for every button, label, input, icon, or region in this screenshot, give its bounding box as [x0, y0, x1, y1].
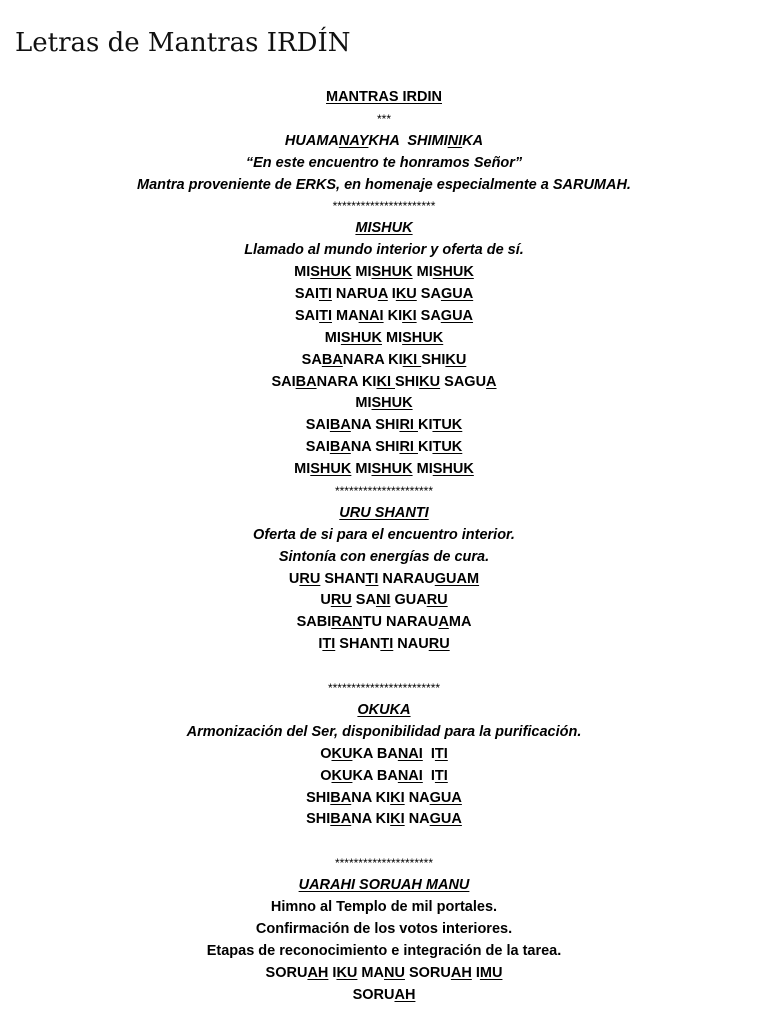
text-line: [0, 612, 768, 634]
underlined-syllable: NI: [375, 592, 391, 609]
text-segment: MI: [351, 461, 372, 478]
text-line: [0, 941, 768, 963]
underlined-syllable: KI: [376, 373, 395, 390]
underlined-syllable: SHUK: [340, 329, 382, 346]
blank-line: [0, 656, 768, 678]
text-segment: SA: [416, 286, 441, 303]
underlined-syllable: TI: [434, 767, 448, 784]
text-line: [0, 306, 768, 328]
text-line: [0, 87, 768, 109]
text-segment: U: [288, 570, 300, 587]
underlined-syllable: KI: [402, 307, 417, 324]
text-segment: SA: [301, 351, 322, 368]
underlined-syllable: SHUK: [402, 329, 444, 346]
underlined-syllable: GUA: [440, 286, 474, 303]
underlined-syllable: SHUK: [310, 461, 352, 478]
underlined-syllable: BA: [329, 439, 351, 456]
text-segment: *********************: [334, 484, 434, 499]
underlined-syllable: MANTRAS IRDIN: [326, 89, 442, 105]
text-segment: NARA KI: [316, 373, 377, 390]
text-segment: HUAMA: [284, 132, 339, 149]
underlined-syllable: NAI: [397, 767, 423, 784]
text-line: [0, 328, 768, 350]
underlined-syllable: MU: [479, 964, 503, 981]
underlined-syllable: AH: [394, 986, 416, 1003]
text-segment: GUA: [390, 592, 427, 609]
underlined-syllable: NAI: [397, 745, 423, 762]
underlined-syllable: URU SHANTI: [339, 504, 429, 521]
underlined-syllable: SHUK: [371, 264, 413, 281]
separator-line: [0, 196, 768, 218]
text-segment: SA: [351, 592, 376, 609]
underlined-syllable: GUA: [429, 789, 462, 806]
text-segment: ************************: [327, 681, 441, 696]
text-line: [0, 372, 768, 394]
text-line: [0, 503, 768, 525]
document-body: [0, 87, 768, 1006]
text-segment: MI: [294, 461, 311, 478]
underlined-syllable: RU: [299, 570, 321, 587]
text-segment: NARU: [331, 286, 378, 303]
text-line: [0, 963, 768, 985]
underlined-syllable: RU: [330, 592, 352, 609]
underlined-syllable: TI: [365, 570, 379, 587]
underlined-syllable: NAI: [358, 307, 384, 324]
underlined-syllable: AH: [307, 964, 329, 981]
underlined-syllable: KU: [445, 351, 467, 368]
underlined-syllable: UARAHI SORUAH MANU: [298, 877, 470, 894]
separator-line: [0, 678, 768, 700]
underlined-syllable: NU: [384, 964, 405, 981]
text-segment: I: [422, 745, 435, 762]
underlined-syllable: A: [486, 373, 497, 390]
underlined-syllable: GUA: [429, 811, 462, 828]
text-segment: NA SHI: [350, 417, 400, 434]
text-line: [0, 569, 768, 591]
underlined-syllable: KU: [331, 767, 353, 784]
text-segment: *********************: [334, 856, 434, 871]
text-line: [0, 153, 768, 175]
text-line: [0, 415, 768, 437]
text-segment: SORU: [265, 964, 308, 981]
text-segment: MA: [357, 964, 384, 981]
underlined-syllable: RI: [399, 417, 418, 434]
text-segment: SAI: [305, 417, 330, 434]
text-segment: Sintonía con energías de cura.: [278, 548, 490, 565]
text-line: [0, 437, 768, 459]
text-line: [0, 175, 768, 197]
text-segment: SHI: [395, 373, 420, 390]
text-segment: SHI: [306, 811, 331, 828]
page-title: Letras de Mantras IRDÍN: [15, 28, 351, 58]
underlined-syllable: SHUK: [432, 264, 474, 281]
underlined-syllable: BA: [295, 373, 317, 390]
text-line: [0, 809, 768, 831]
text-line: [0, 919, 768, 941]
underlined-syllable: RU: [428, 636, 450, 653]
text-line: [0, 766, 768, 788]
text-segment: I: [387, 286, 396, 303]
text-line: [0, 547, 768, 569]
underlined-syllable: GUAM: [434, 570, 480, 587]
text-segment: KA: [462, 132, 484, 149]
underlined-syllable: BA: [330, 811, 352, 828]
text-segment: MA: [448, 614, 472, 631]
text-segment: I: [328, 964, 337, 981]
underlined-syllable: RI: [399, 439, 418, 456]
text-segment: NARA KI: [342, 351, 403, 368]
text-line: [0, 525, 768, 547]
text-segment: KI: [417, 417, 433, 434]
underlined-syllable: SHUK: [371, 461, 413, 478]
text-segment: MA: [332, 307, 359, 324]
underlined-syllable: TI: [319, 307, 333, 324]
text-line: [0, 744, 768, 766]
text-line: [0, 284, 768, 306]
text-segment: MI: [351, 264, 372, 281]
text-segment: SAI: [305, 439, 330, 456]
text-segment: MI: [324, 329, 341, 346]
text-segment: SABI: [296, 614, 332, 631]
underlined-syllable: OKUKA: [357, 701, 411, 718]
text-segment: Oferta de si para el encuentro interior.: [253, 526, 515, 543]
underlined-syllable: SHUK: [371, 395, 413, 412]
underlined-syllable: KI: [390, 811, 405, 828]
text-line: [0, 350, 768, 372]
underlined-syllable: BA: [329, 417, 351, 434]
underlined-syllable: SHUK: [432, 461, 474, 478]
text-line: [0, 590, 768, 612]
separator-line: [0, 481, 768, 503]
text-segment: ***: [376, 111, 391, 126]
text-segment: SORU: [404, 964, 451, 981]
text-line: [0, 985, 768, 1007]
text-segment: O: [320, 745, 332, 762]
underlined-syllable: KU: [336, 964, 358, 981]
text-segment: MI: [412, 461, 433, 478]
text-line: [0, 131, 768, 153]
text-line: [0, 722, 768, 744]
text-segment: NA: [404, 789, 430, 806]
underlined-syllable: MISHUK: [355, 220, 413, 237]
text-segment: Armonización del Ser, disponibilidad para la purificación.: [186, 723, 582, 740]
text-segment: O: [320, 767, 332, 784]
text-segment: Llamado al mundo interior y oferta de sí.: [244, 242, 524, 259]
underlined-syllable: TI: [319, 286, 332, 303]
underlined-syllable: TI: [322, 636, 336, 653]
text-segment: SORU: [352, 986, 395, 1003]
text-line: [0, 897, 768, 919]
underlined-syllable: KI: [402, 351, 422, 368]
text-segment: Confirmación de los votos interiores.: [255, 920, 513, 937]
separator-line: [0, 853, 768, 875]
text-segment: [382, 833, 386, 849]
text-segment: KHA SHIMI: [368, 132, 448, 149]
text-segment: I: [422, 767, 435, 784]
underlined-syllable: TUK: [432, 439, 463, 456]
text-line: [0, 262, 768, 284]
text-segment: NA SHI: [350, 439, 400, 456]
text-segment: Himno al Templo de mil portales.: [270, 898, 498, 915]
text-segment: SHI: [306, 789, 331, 806]
underlined-syllable: KU: [419, 373, 441, 390]
underlined-syllable: RAN: [331, 614, 363, 631]
underlined-syllable: KU: [331, 745, 353, 762]
underlined-syllable: NAY: [338, 132, 369, 149]
underlined-syllable: AH: [450, 964, 472, 981]
text-segment: NAU: [393, 636, 429, 653]
text-segment: SA: [416, 307, 441, 324]
text-segment: SHI: [421, 351, 446, 368]
text-segment: TU NARAU: [362, 614, 439, 631]
text-segment: I: [318, 636, 323, 653]
text-segment: MI: [412, 264, 433, 281]
text-segment: Mantra proveniente de ERKS, en homenaje especialmente a SARUMAH.: [137, 176, 631, 193]
text-segment: **********************: [332, 199, 436, 214]
text-line: [0, 788, 768, 810]
text-segment: [382, 658, 386, 674]
text-segment: KI: [383, 307, 403, 324]
text-line: [0, 700, 768, 722]
underlined-syllable: KU: [395, 286, 417, 303]
text-segment: NARAU: [378, 570, 435, 587]
text-segment: NA KI: [351, 811, 391, 828]
underlined-syllable: GUA: [440, 307, 474, 324]
text-segment: SHAN: [335, 636, 381, 653]
underlined-syllable: A: [377, 286, 388, 303]
text-segment: SAI: [294, 286, 319, 303]
text-segment: SAGU: [440, 373, 487, 390]
text-segment: NA: [404, 811, 430, 828]
text-segment: SHAN: [320, 570, 366, 587]
underlined-syllable: RU: [426, 592, 448, 609]
text-line: [0, 459, 768, 481]
text-segment: U: [320, 592, 331, 609]
underlined-syllable: KI: [390, 789, 405, 806]
text-segment: MI: [381, 329, 403, 346]
text-line: [0, 240, 768, 262]
text-segment: SAI: [294, 307, 320, 324]
text-segment: MI: [294, 264, 311, 281]
underlined-syllable: A: [438, 614, 449, 631]
text-segment: KA BA: [352, 767, 398, 784]
text-line: [0, 393, 768, 415]
underlined-syllable: NI: [447, 132, 463, 149]
text-segment: “En este encuentro te honramos Señor”: [245, 154, 523, 171]
text-segment: KA BA: [352, 745, 398, 762]
underlined-syllable: TI: [434, 745, 448, 762]
underlined-syllable: BA: [330, 789, 352, 806]
text-line: [0, 218, 768, 240]
text-segment: Etapas de reconocimiento e integración de la tarea.: [206, 942, 562, 959]
text-segment: KI: [417, 439, 433, 456]
underlined-syllable: SHUK: [310, 264, 352, 281]
text-segment: NA KI: [351, 789, 391, 806]
text-line: [0, 875, 768, 897]
underlined-syllable: BA: [321, 351, 343, 368]
text-segment: I: [471, 964, 480, 981]
blank-line: [0, 831, 768, 853]
text-line: [0, 634, 768, 656]
text-segment: MI: [355, 395, 372, 412]
text-segment: SAI: [271, 373, 296, 390]
underlined-syllable: TUK: [432, 417, 463, 434]
separator-line: [0, 109, 768, 131]
underlined-syllable: TI: [380, 636, 394, 653]
